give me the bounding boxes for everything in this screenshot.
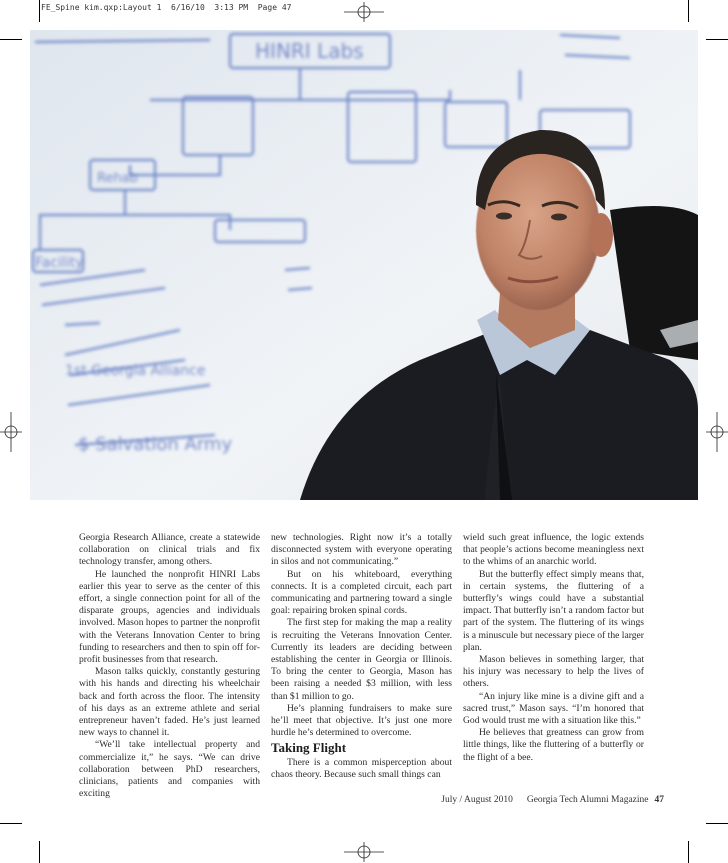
page-footer	[441, 795, 664, 805]
article-column-3	[463, 532, 644, 764]
crop-mark	[688, 0, 689, 22]
paragraph: The first step for making the map a reality is recruiting the Veterans Innovation Center. Currently its leaders are deciding between establishing the center in Georgia or Illinois. To bring the center to Georgia, Mason has been raising a needed $3 million, with less than $1 million to go.	[271, 617, 452, 702]
paragraph: Mason believes in something larger, that his injury was necessary to help the lives of others.	[463, 654, 644, 690]
page-number: 47	[654, 795, 664, 805]
crop-mark	[0, 39, 22, 40]
paragraph: But on his whiteboard, everything connects. It is a completed circuit, each part communicating and partnering toward a single goal: repairing broken spinal cords.	[271, 568, 452, 617]
registration-mark-right	[706, 412, 728, 452]
registration-mark-left	[0, 412, 22, 452]
paragraph: “An injury like mine is a divine gift and a sacred trust,” Mason says. “I’m honored that God would trust me with a situation like this.”	[463, 690, 644, 727]
crop-mark	[706, 823, 728, 824]
registration-mark-bottom	[344, 842, 384, 862]
whiteboard-heading: HINRI Labs	[255, 39, 364, 63]
paragraph: “We’ll take intellectual property and commercialize it,” he says. “We can drive collaboration between PhD researchers, clinicians, patients and companies with exciting	[79, 739, 260, 800]
crop-mark	[0, 823, 22, 824]
paragraph: Georgia Research Alliance, create a statewide collaboration on clinical trials and fix technology transfer, among others.	[79, 532, 260, 568]
crop-mark	[688, 841, 689, 863]
article-column-2	[271, 532, 452, 781]
paragraph: He’s planning fundraisers to make sure he’ll meet that objective. It’s just one more hurdle he’s determined to overcome.	[271, 702, 452, 739]
crop-mark	[39, 0, 40, 22]
paragraph: There is a common misperception about chaos theory. Because such small things can	[271, 756, 452, 780]
article-column-1	[79, 532, 260, 800]
feature-photo	[30, 30, 698, 500]
paragraph: Mason talks quickly, constantly gesturing with his hands and directing his wheelchair back and forth across the floor. The intensity of his days as an extreme athlete and serial entrepreneur haven’t faded. He’s just learned new ways to channel it.	[79, 666, 260, 739]
crop-mark	[706, 39, 728, 40]
paragraph: new technologies. Right now it’s a totally disconnected system with everyone operating in silos and not communicating.”	[271, 532, 452, 568]
paragraph: wield such great influence, the logic extends that people’s actions become meaningless next to the whims of an anarchic world.	[463, 532, 644, 568]
slug-line: FE_Spine kim.qxp:Layout 1 6/16/10 3:13 PM Page 47	[41, 3, 292, 12]
paragraph: But the butterfly effect simply means that, in certain systems, the fluttering of a butterfly’s wings could have a substantial impact. That butterfly isn’t a random factor but part of the system. The fluttering of its wings is a minuscule but necessary piece of the larger plan.	[463, 568, 644, 653]
whiteboard-note: Facility	[35, 255, 84, 271]
issue-date: July / August 2010	[441, 795, 513, 805]
crop-mark	[39, 841, 40, 863]
paragraph: He launched the nonprofit HINRI Labs earlier this year to serve as the center of this effort, a single connection point for all of the disparate groups, agencies and individuals involved. Mason hopes to partner the nonprofit with the Veterans Innovation Center to bring funding to researchers and then to spin off for-profit businesses from that research.	[79, 568, 260, 666]
whiteboard-note: 1st Georgia Alliance	[65, 363, 206, 379]
paragraph: He believes that greatness can grow from little things, like the fluttering of a butterfly or the flight of a bee.	[463, 727, 644, 763]
section-heading: Taking Flight	[271, 740, 347, 756]
registration-mark-top	[344, 2, 384, 22]
magazine-name: Georgia Tech Alumni Magazine	[526, 795, 649, 805]
whiteboard-note: $ Salvation Army	[78, 434, 233, 455]
whiteboard-note: Rehab	[97, 171, 138, 186]
